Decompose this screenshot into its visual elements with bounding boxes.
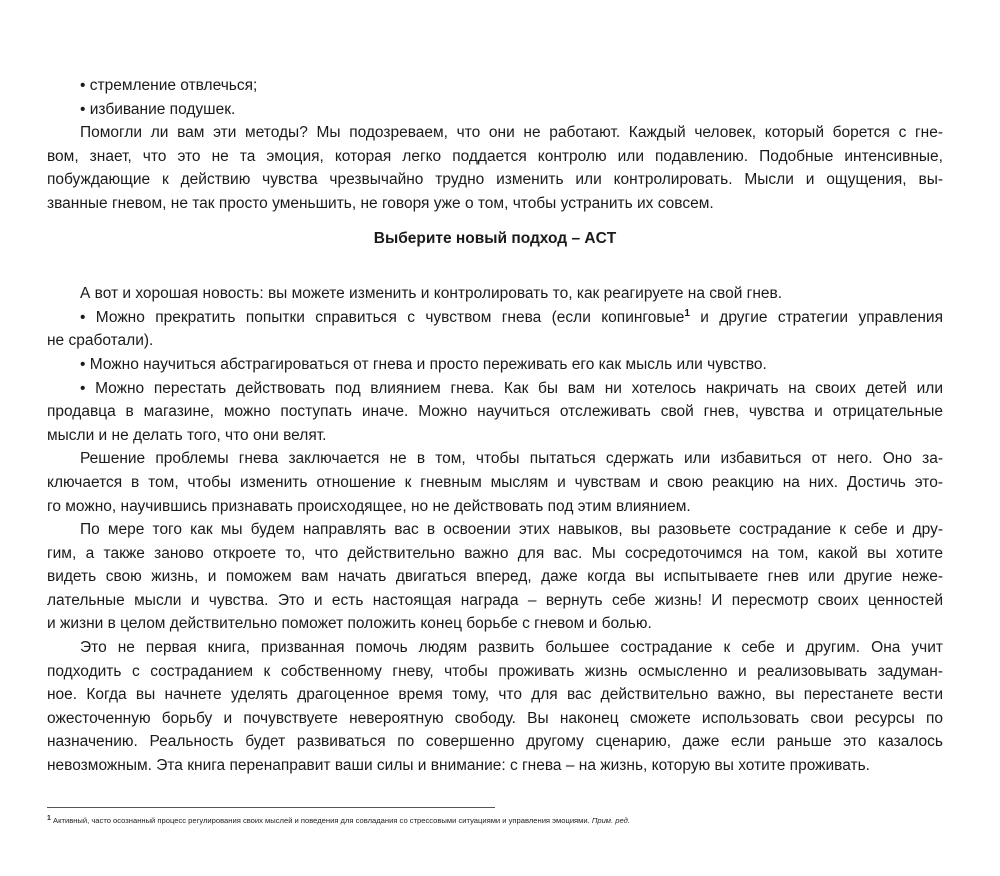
paragraph-line: По мере того как мы будем направлять вас в освоении этих навыков, вы разовьете сострадание к себе и дру- [80, 521, 943, 539]
page-body [47, 74, 943, 778]
list-item [47, 306, 943, 330]
paragraph-line: Это не первая книга, призванная помочь людям развить большее сострадание к себе и другим. Она учит [80, 639, 943, 657]
list-item: • Можно научиться абстрагироваться от гнева и просто переживать его как мысль или чувство. [80, 355, 767, 373]
list-item-text: • Можно прекратить попытки справиться с чувством гнева (если копинговые [80, 308, 685, 326]
list-item-continuation: мысли и не делать того, что они велят. [47, 426, 327, 444]
paragraph-line: гим, а также заново откроете то, что действительно важно для вас. Мы сосредоточимся на том, какой вы хотите [47, 544, 943, 562]
list-item: • Можно перестать действовать под влиянием гнева. Как бы вам ни хотелось накричать на своих детей или [80, 379, 943, 397]
paragraph-line: Решение проблемы гнева заключается не в том, чтобы пытаться сдержать или избавиться от него. Оно за- [80, 450, 943, 468]
paragraph-line: невозможным. Эта книга перенаправит ваши силы и внимание: с гнева – на жизнь, которую вы хотите проживать. [47, 757, 870, 775]
list-item: • избивание подушек. [80, 100, 236, 118]
paragraph-line: подходить с состраданием к собственному гневу, чтобы проживать жизнь осмысленно и реализовывать задуман- [47, 662, 943, 680]
list-item-text: и другие стратегии управления [689, 308, 943, 326]
paragraph-line: Помогли ли вам эти методы? Мы подозреваем, что они не работают. Каждый человек, который борется с гне- [80, 124, 943, 142]
section-heading: Выберите новый подход – ACT [373, 229, 617, 247]
footnote [47, 815, 947, 827]
paragraph-line: А вот и хорошая новость: вы можете изменить и контролировать то, как реагируете на свой гнев. [80, 285, 783, 303]
list-item: • стремление отвлечься; [80, 77, 258, 94]
paragraph-line: побуждающие к действию чувства чрезвычайно трудно изменить или контролировать. Мысли и ощущения, вы- [47, 171, 943, 189]
paragraph-line: го можно, научившись признавать происходящее, но не действовать под этим влиянием. [47, 497, 691, 515]
list-item-continuation: не сработали). [47, 332, 154, 350]
footnote-divider [47, 807, 495, 808]
footnote-ref: 1 [684, 307, 690, 319]
paragraph-line: вом, знает, что это не та эмоция, которая легко поддается контролю или подавлению. Подобные интенсивные, [47, 147, 943, 165]
paragraph-line: видеть свою жизнь, и поможем вам начать двигаться вперед, даже когда вы испытываете гнев или другие неже- [47, 568, 943, 586]
footnote-marker: 1 [47, 815, 51, 822]
footnote-text: Активный, часто осознанный процесс регулирования своих мыслей и поведения для совладания со стрессовыми ситуациями и управления эмоциями. [50, 816, 592, 825]
paragraph-line: и жизни в целом действительно поможет положить конец борьбе с гневом и болью. [47, 615, 652, 633]
list-item-continuation: продавца в магазине, можно поступать иначе. Можно научиться отслеживать свой гнев, чувства и отрицательные [47, 403, 943, 421]
paragraph-line: ное. Когда вы начнете уделять драгоценное время тому, что для вас действительно важно, вы перестанете вести [47, 686, 943, 704]
paragraph-line: ожесточенную борьбу и почувствуете невероятную свободу. Вы наконец сможете использовать свои ресурсы по [47, 709, 943, 727]
paragraph-line: званные гневом, не так просто уменьшить, не говоря уже о том, чтобы устранить их совсем. [47, 194, 714, 212]
paragraph-line: лательные мысли и чувства. Это и есть настоящая награда – вернуть себе жизнь! И пересмотр своих ценностей [47, 591, 943, 609]
paragraph-line: ключается в том, чтобы изменить отношение к гневным мыслям и чувствам и свою реакцию на них. Достичь это- [47, 473, 943, 491]
paragraph-line: назначению. Реальность будет развиваться по совершенно другому сценарию, даже если раньше это казалось [47, 733, 943, 751]
footnote-editor-note: Прим. ред. [591, 816, 630, 825]
